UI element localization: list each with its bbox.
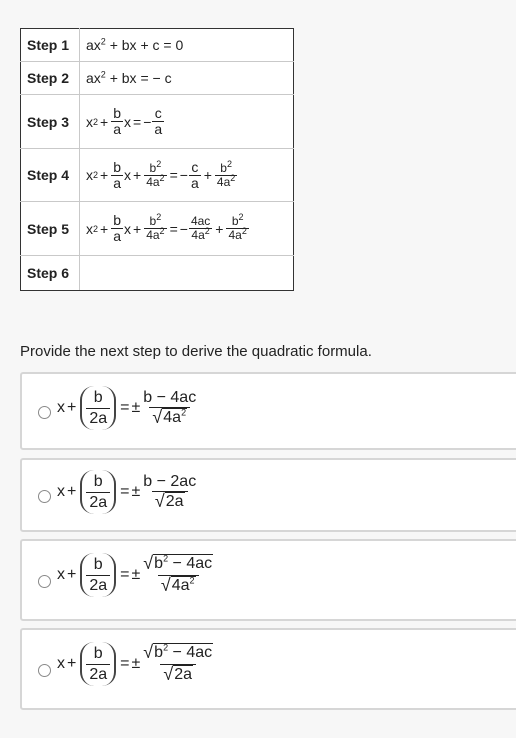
radio-button[interactable] [38, 490, 51, 503]
radio-button[interactable] [38, 575, 51, 588]
answer-expression: x + $\frac{b}{2a}$ = ± √ $b^2 - 4ac$ √ 2a [57, 642, 216, 686]
answer-expression: x + $\frac{b}{2a}$ = ± b − 4ac √ $4a^2$ [57, 386, 199, 430]
step-label: Step 5 [21, 202, 80, 256]
step-equation: x 2 + $\frac{b}{a}$ x = − $\frac{c}{a}$ [80, 95, 294, 149]
step-label: Step 1 [21, 29, 80, 62]
step-equation: x 2 + $\frac{b}{a}$ x + $\frac{b^2}{4a^2}$ = − $\frac{c}{a}$ + $\frac{b^2}{4a^2}$ [80, 149, 294, 202]
step-equation-empty [80, 256, 294, 291]
step-label: Step 3 [21, 95, 80, 149]
step-label: Step 2 [21, 62, 80, 95]
parenthesis-group: $\frac{b}{2a}$ [80, 470, 116, 514]
step-label: Step 4 [21, 149, 80, 202]
table-row [21, 95, 294, 149]
parenthesis-group: $\frac{b}{2a}$ [80, 642, 116, 686]
step-equation: $ax^2$ + bx = − c [80, 62, 294, 95]
parenthesis-group: $\frac{b}{2a}$ [80, 386, 116, 430]
step-label: Step 6 [21, 256, 80, 291]
table-row [21, 29, 294, 62]
answer-option-1[interactable] [20, 372, 516, 450]
table-row [21, 62, 294, 95]
answer-option-4[interactable] [20, 628, 516, 710]
answer-option-2[interactable] [20, 458, 516, 532]
table-row [21, 149, 294, 202]
radio-button[interactable] [38, 664, 51, 677]
answer-expression: x + $\frac{b}{2a}$ = ± b − 2ac √ 2a [57, 470, 199, 514]
answer-option-3[interactable] [20, 539, 516, 621]
answer-expression: x + $\frac{b}{2a}$ = ± √ $b^2 - 4ac$ √ $4a^2$ [57, 553, 216, 597]
step-equation: $ax^2$ + bx + c = 0 [80, 29, 294, 62]
table-row [21, 256, 294, 291]
radio-button[interactable] [38, 406, 51, 419]
steps-table [20, 28, 294, 291]
table-row [21, 202, 294, 256]
question-text: Provide the next step to derive the quadratic formula. [20, 343, 372, 360]
parenthesis-group: $\frac{b}{2a}$ [80, 553, 116, 597]
step-equation: x 2 + $\frac{b}{a}$ x + $\frac{b^2}{4a^2}$ = − $\frac{4ac}{4a^2}$ + $\frac{b^2}{4a^2}$ [80, 202, 294, 256]
